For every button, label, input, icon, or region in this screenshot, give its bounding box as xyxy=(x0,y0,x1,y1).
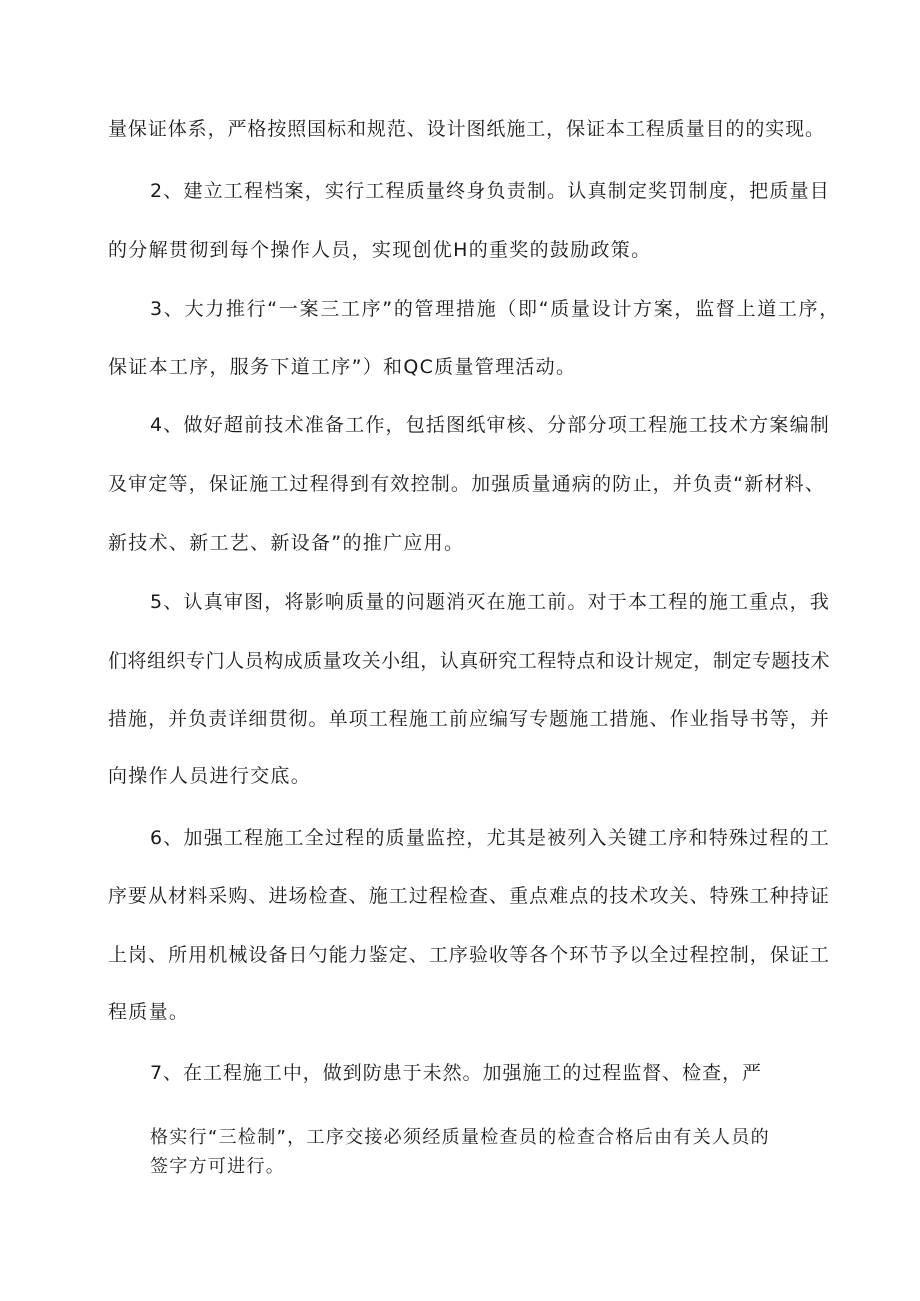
text-line: 们将组织专门人员构成质量攻关小组，认真研究工程特点和设计规定，制定专题技术 xyxy=(108,650,830,672)
text-line: 量保证体系，严格按照国标和规范、设计图纸施工，保证本工程质量目的的实现。 xyxy=(108,118,825,140)
text-line: 签字方可进行。 xyxy=(150,1156,286,1177)
text-line: 序要从材料采购、进场检查、施工过程检查、重点难点的技术攻关、特殊工种持证 xyxy=(108,885,830,907)
text-line: 的分解贯彻到每个操作人员，实现创优H的重奖的鼓励政策。 xyxy=(108,239,652,261)
text-line: 措施，并负责详细贯彻。单项工程施工前应编写专题施工措施、作业指导书等，并 xyxy=(108,708,830,730)
text-line: 及审定等，保证施工过程得到有效控制。加强质量通病的防止，并负责“新材料、 xyxy=(108,473,826,495)
text-line: 4、做好超前技术准备工作，包括图纸审核、分部分项工程施工技术方案编制 xyxy=(150,414,830,436)
text-line: 7、在工程施工中，做到防患于未然。加强施工的过程监督、检查，严 xyxy=(150,1062,763,1084)
text-line: 2、建立工程档案，实行工程质量终身负责制。认真制定奖罚制度，把质量目 xyxy=(150,180,830,202)
text-line: 向操作人员进行交底。 xyxy=(108,765,312,787)
text-line: 程质量。 xyxy=(108,1001,190,1023)
text-line: 3、大力推行“一案三工序”的管理措施（即“质量设计方案，监督上道工序， xyxy=(150,298,840,320)
text-line: 5、认真审图，将影响质量的问题消灭在施工前。对于本工程的施工重点，我 xyxy=(150,591,830,613)
text-line: 格实行“三检制”，工序交接必须经质量检查员的检查合格后由有关人员的 xyxy=(150,1127,770,1148)
text-line: 上岗、所用机械设备日勺能力鉴定、工序验收等各个环节予以全过程控制，保证工 xyxy=(108,944,830,966)
text-line: 6、加强工程施工全过程的质量监控，尤其是被列入关键工序和特殊过程的工 xyxy=(150,827,830,849)
text-line: 新技术、新工艺、新设备”的推广应用。 xyxy=(108,532,465,554)
text-line: 保证本工序，服务下道工序”）和QC质量管理活动。 xyxy=(108,356,577,378)
